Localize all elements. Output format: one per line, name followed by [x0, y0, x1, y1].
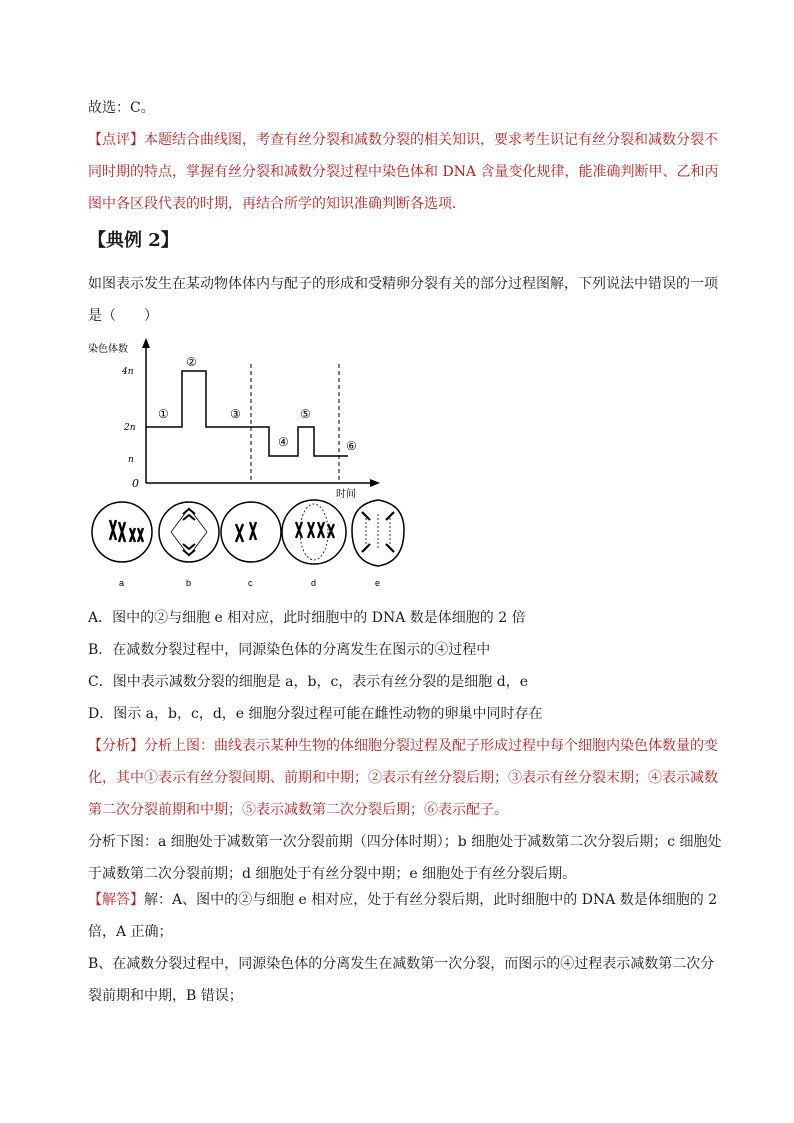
answer-tag: 【解答】: [88, 892, 144, 908]
x-arrow-icon: [370, 479, 380, 487]
cell-e: [352, 500, 404, 566]
segment-label: ③: [230, 407, 241, 421]
comment-paragraph: [88, 124, 728, 220]
answer-text-a: 解：A、图中的②与细胞 e 相对应，处于有丝分裂后期，此时细胞中的 DNA 数是体细胞的 2 倍，A 正确；: [88, 892, 718, 940]
comment-text: 本题结合曲线图，考查有丝分裂和减数分裂的相关知识，要求考生识记有丝分裂和减数分裂不同时期的特点，掌握有丝分裂和减数分裂过程中染色体和 DNA 含量变化规律，能准确判断甲、乙和丙图中各区段代表的时期，再结合所学的知识准确判断各选项．: [88, 132, 719, 212]
segment-label: ②: [186, 355, 197, 369]
option-b: B．在减数分裂过程中，同源染色体的分离发生在图示的④过程中: [88, 642, 491, 658]
analysis-tag: 【分析】: [88, 738, 144, 754]
y-tick-4n: 4n: [122, 367, 134, 377]
y-arrow-icon: [142, 338, 150, 348]
answer-line: 故选：C。: [88, 100, 155, 116]
option-c: C．图中表示减数分裂的细胞是 a，b，c，表示有丝分裂的是细胞 d，e: [88, 674, 529, 690]
y-tick-n: n: [128, 455, 134, 465]
y-tick-2n: 2n: [124, 423, 136, 433]
segment-label: ④: [278, 435, 289, 449]
cell-a: [92, 502, 152, 562]
y-axis-label: 染色体数: [88, 344, 128, 355]
chromosome-curve: [146, 371, 348, 456]
analysis-paragraph-2: 分析下图：a 细胞处于减数第一次分裂前期（四分体时期）；b 细胞处于减数第二次分裂后期；c 细胞处于减数第二次分裂前期；d 细胞处于有丝分裂中期；e 细胞处于有丝分裂后期。: [88, 834, 722, 882]
cell-label: e: [375, 578, 381, 588]
cell-label: a: [119, 578, 125, 588]
chromosome-figure: [86, 336, 416, 594]
analysis-paragraph-1: [88, 730, 728, 826]
cell-d: [282, 500, 346, 564]
comment-tag: 【点评】: [88, 132, 144, 148]
question-text: 如图表示发生在某动物体体内与配子的形成和受精卵分裂有关的部分过程图解，下列说法中错误的一项是（ ）: [88, 276, 718, 324]
cell-b: [159, 502, 219, 562]
segment-label: ①: [158, 407, 169, 421]
option-d: D．图示 a，b，c，d，e 细胞分裂过程可能在雌性动物的卵巢中同时存在: [88, 706, 543, 722]
answer-paragraph-b: B、在减数分裂过程中，同源染色体的分离发生在减数第一次分裂，而图示的④过程表示减数第二次分裂前期和中期，B 错误；: [88, 956, 715, 1004]
answer-paragraph-a: [88, 884, 728, 948]
example-heading: 【典例 2】: [88, 230, 179, 251]
origin-label: 0: [132, 477, 139, 490]
segment-label: ⑥: [346, 439, 357, 453]
option-a: A．图中的②与细胞 e 相对应，此时细胞中的 DNA 数是体细胞的 2 倍: [88, 610, 526, 626]
segment-label: ⑤: [300, 407, 311, 421]
cell-c: [221, 502, 281, 562]
analysis-text: 分析上图：曲线表示某种生物的体细胞分裂过程及配子形成过程中每个细胞内染色体数量的变化，其中①表示有丝分裂间期、前期和中期；②表示有丝分裂后期；③表示有丝分裂末期；④表示减数第二次分裂前期和中期；⑤表示减数第二次分裂后期；⑥表示配子。: [88, 738, 718, 818]
cell-label: c: [248, 578, 253, 588]
x-axis-label: 时间: [336, 489, 356, 500]
cell-label: d: [311, 578, 317, 588]
cell-label: b: [186, 578, 192, 588]
